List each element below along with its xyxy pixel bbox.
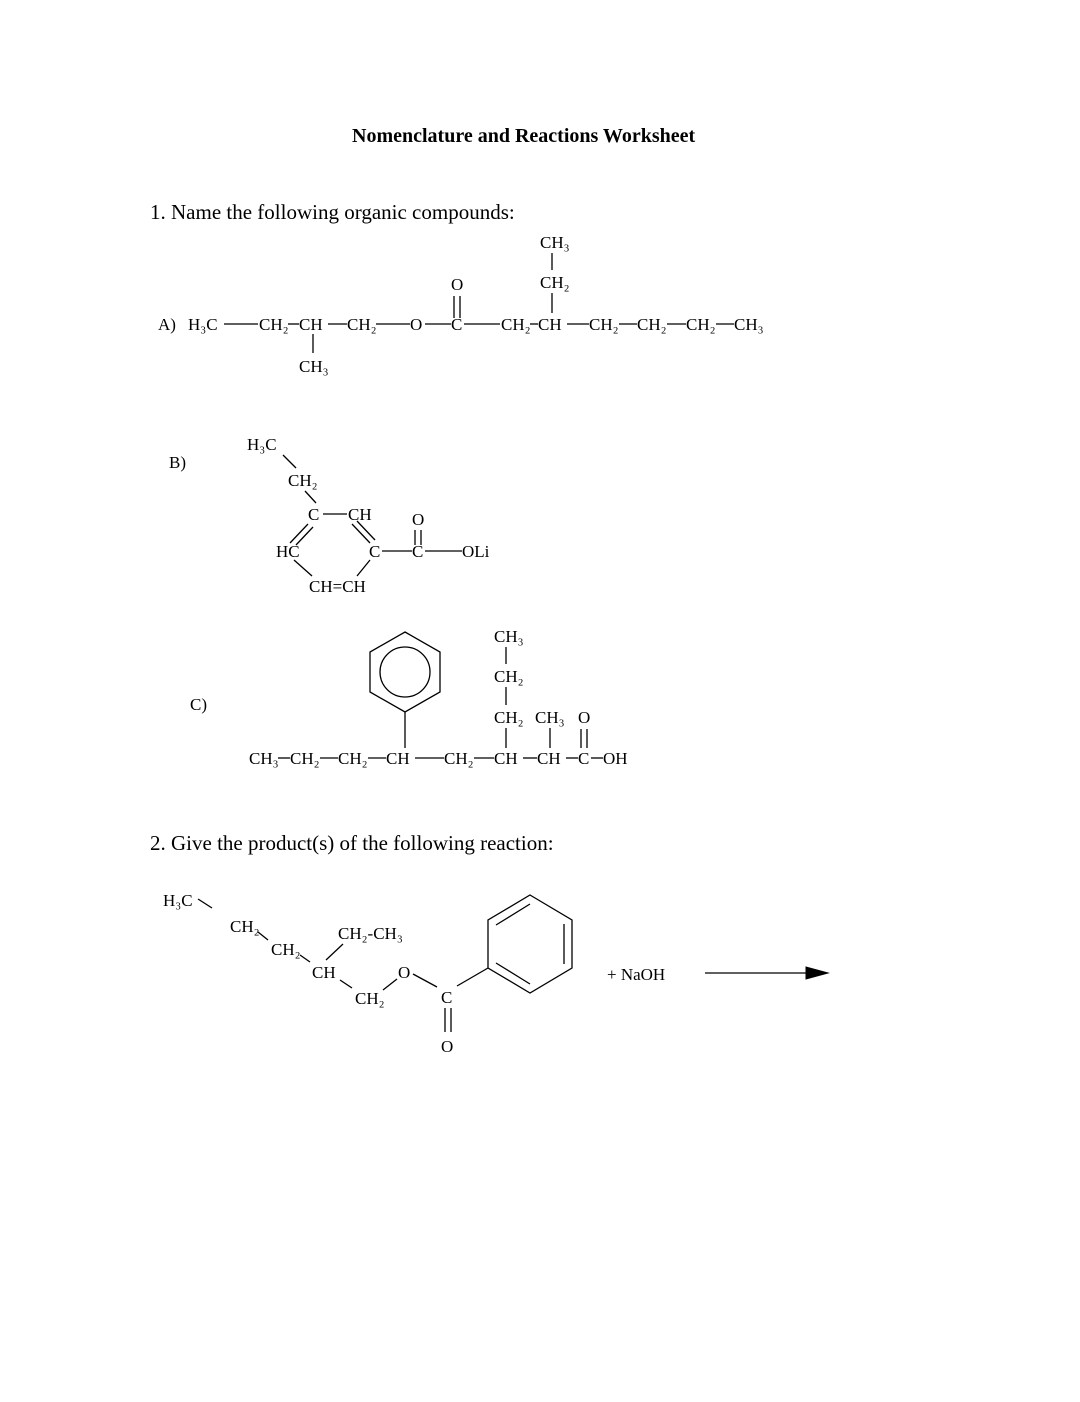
b-bond (283, 455, 296, 468)
label-c: C) (190, 695, 207, 714)
r-bond (457, 968, 488, 986)
compound-c (190, 627, 628, 768)
r-ch2a: CH₂ (230, 917, 260, 936)
c-c7: CH (537, 749, 561, 768)
a-c3: CH (299, 315, 323, 334)
r-bond (413, 974, 437, 987)
b-ch2: CH₂ (288, 471, 318, 490)
c-aromatic-circle (380, 647, 430, 697)
page-title: Nomenclature and Reactions Worksheet (352, 125, 696, 147)
r-bond (198, 899, 212, 908)
question-1: 1. Name the following organic compounds: (150, 200, 515, 224)
r-bond (383, 979, 397, 990)
reaction (163, 891, 828, 1056)
r-ch2b: CH₂ (271, 940, 301, 959)
b-carboxyl-o: O (412, 510, 425, 529)
compound-b (169, 435, 490, 596)
r-carbonyl-c: C (441, 988, 453, 1007)
b-ring-bottom: CH=CH (309, 577, 366, 596)
c-c6: CH (494, 749, 518, 768)
r-benzene-ring (488, 895, 572, 993)
question-2: 2. Give the product(s) of the following reaction: (150, 831, 554, 855)
b-ring-c2: C (369, 542, 381, 561)
label-b: B) (169, 453, 186, 472)
b-ring-c: C (308, 505, 320, 524)
r-bond (258, 932, 268, 940)
a-methyl: CH₃ (299, 357, 329, 376)
label-a: A) (158, 315, 176, 334)
b-bond (357, 560, 370, 576)
r-bond (340, 980, 352, 988)
r-ester-o: O (398, 963, 411, 982)
a-c10: CH₂ (686, 315, 716, 334)
b-bond (294, 560, 312, 576)
b-oli: OLi (462, 542, 490, 561)
r-carbonyl-o: O (441, 1037, 454, 1056)
c-c3: CH₂ (338, 749, 368, 768)
a-c1: H₃C (188, 315, 218, 334)
b-ring-hc: HC (276, 542, 300, 561)
c-c2: CH₂ (290, 749, 320, 768)
c-carboxyl-c: C (578, 749, 590, 768)
a-carbonyl-o: O (451, 275, 464, 294)
r-h3c: H₃C (163, 891, 193, 910)
a-c7: CH (538, 315, 562, 334)
r-aromatic-bond (496, 963, 530, 984)
b-carboxyl-c: C (412, 542, 424, 561)
b-ring-ch: CH (348, 505, 372, 524)
r-reagent: + NaOH (607, 965, 666, 984)
b-h3c: H₃C (247, 435, 277, 454)
a-c6: CH₂ (501, 315, 531, 334)
b-bond (305, 491, 316, 503)
c-sub-ch2-lower: CH₂ (494, 708, 524, 727)
r-bond (326, 944, 343, 960)
a-c4: CH₂ (347, 315, 377, 334)
a-c2: CH₂ (259, 315, 289, 334)
a-ester-o: O (410, 315, 423, 334)
b-double-bond (352, 524, 370, 543)
c-sub-ch2: CH₂ (494, 667, 524, 686)
a-ethyl-ch2: CH₂ (540, 273, 570, 292)
c-methyl: CH₃ (535, 708, 565, 727)
r-ch: CH (312, 963, 336, 982)
c-sub-ch3: CH₃ (494, 627, 524, 646)
a-c9: CH₂ (637, 315, 667, 334)
a-carbonyl-c: C (451, 315, 463, 334)
reaction-arrow-head (806, 967, 828, 979)
b-double-bond (290, 524, 308, 543)
c-c5: CH₂ (444, 749, 474, 768)
compound-a (158, 233, 764, 376)
c-c4: CH (386, 749, 410, 768)
a-c11: CH₃ (734, 315, 764, 334)
a-ethyl-ch3: CH₃ (540, 233, 570, 252)
c-carbonyl-o: O (578, 708, 591, 727)
r-ethyl: CH₂-CH₃ (338, 924, 403, 943)
c-c1: CH₃ (249, 749, 279, 768)
c-oh: OH (603, 749, 628, 768)
r-ch2c: CH₂ (355, 989, 385, 1008)
r-aromatic-bond (496, 904, 530, 925)
a-c8: CH₂ (589, 315, 619, 334)
r-bond (300, 955, 310, 962)
